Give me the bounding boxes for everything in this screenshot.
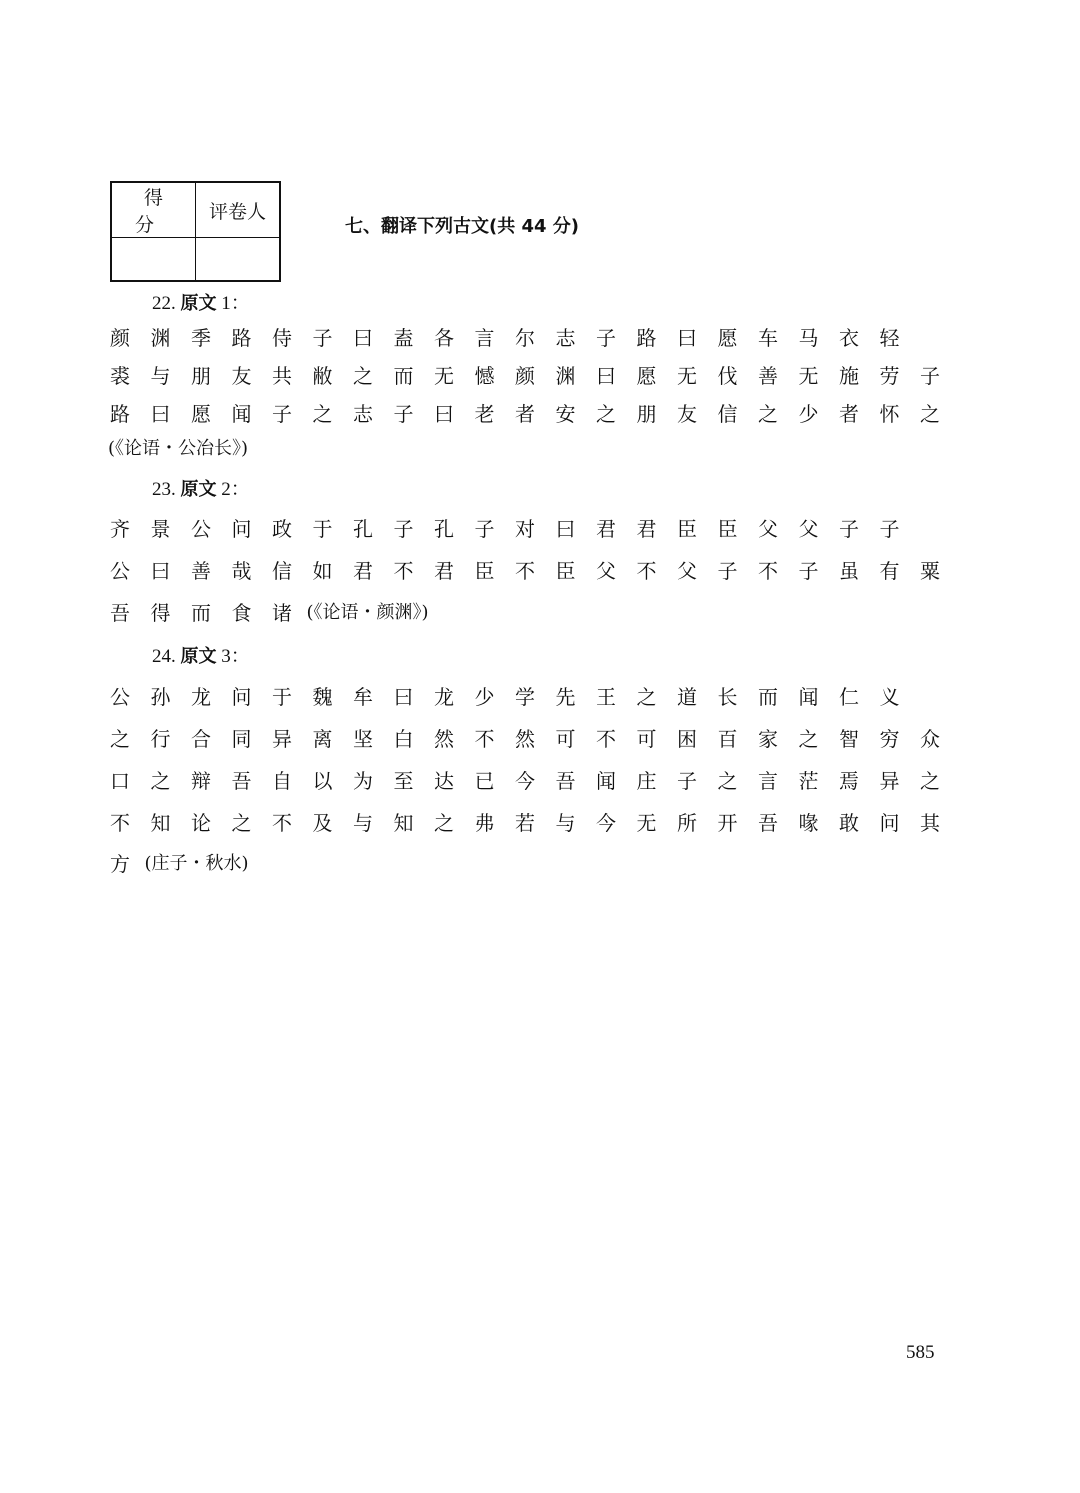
text-char: 者 (515, 402, 535, 426)
text-char: 不 (636, 559, 657, 583)
text-char: 父 (798, 517, 819, 541)
text-char: 而 (393, 364, 414, 388)
text-char: 敢 (839, 811, 859, 835)
text-char: 愿 (636, 364, 657, 388)
text-char: 哉 (231, 559, 252, 583)
text-char: 之 (110, 727, 130, 751)
text-char: 孔 (434, 517, 454, 541)
text-char: 愿 (717, 326, 738, 350)
text-char: 然 (515, 727, 535, 751)
text-char: 至 (393, 769, 414, 793)
text-char: 众 (920, 727, 940, 751)
text-char: 愿 (191, 402, 211, 426)
text-char: 白 (393, 727, 414, 751)
question-label-number: 1： (216, 293, 250, 314)
text-char: 信 (717, 402, 738, 426)
question-label (152, 474, 250, 501)
text-char: 已 (474, 769, 495, 793)
text-char: 父 (758, 517, 778, 541)
text-char: 吾 (231, 769, 252, 793)
text-char: 之 (758, 402, 778, 426)
text-char: 若 (515, 811, 535, 835)
text-char: 志 (555, 326, 576, 350)
text-char: 裘 (110, 364, 130, 388)
text-char: 吾 (555, 769, 576, 793)
text-char: 曰 (393, 685, 414, 709)
text-char: 马 (798, 326, 819, 350)
text-char: 学 (515, 685, 535, 709)
text-char: 而 (191, 601, 211, 625)
text-char: 仁 (839, 685, 859, 709)
text-char: 论 (191, 811, 211, 835)
text-char: 劳 (879, 364, 900, 388)
grader-cell[interactable] (196, 238, 280, 282)
text-char: 合 (191, 727, 211, 751)
text-char: 信 (272, 559, 292, 583)
text-char: 施 (839, 364, 859, 388)
text-char: 臣 (717, 517, 738, 541)
text-char: 不 (515, 559, 535, 583)
text-char: 之 (920, 402, 940, 426)
text-char: 弗 (474, 811, 495, 835)
text-char: 公 (110, 685, 130, 709)
text-char: 为 (353, 769, 373, 793)
text-char: 渊 (150, 326, 171, 350)
text-char: 于 (312, 517, 333, 541)
text-char: 义 (879, 685, 900, 709)
question-number: 22. (152, 293, 181, 314)
text-char: 与 (555, 811, 576, 835)
question-label-text: 原文 (180, 479, 217, 500)
text-char: 之 (596, 402, 616, 426)
text-line (0, 399, 1080, 429)
text-line (0, 724, 1080, 754)
text-char: 曰 (596, 364, 616, 388)
text-char: 口 (110, 769, 130, 793)
grader-label: 评卷人 (196, 182, 280, 238)
text-char: 之 (717, 769, 738, 793)
text-char: 闻 (231, 402, 252, 426)
text-char: 景 (150, 517, 171, 541)
text-char: 茫 (798, 769, 819, 793)
text-char: 臣 (555, 559, 576, 583)
text-char: 有 (879, 559, 900, 583)
text-char: 衣 (839, 326, 859, 350)
text-char: 子 (879, 517, 900, 541)
text-char: 孙 (150, 685, 171, 709)
text-char: 诸 (272, 601, 292, 625)
text-char: 子 (839, 517, 859, 541)
text-char: 子 (596, 326, 616, 350)
text-char: 困 (677, 727, 697, 751)
text-char: 路 (231, 326, 252, 350)
question-label-number: 3： (216, 646, 250, 667)
text-char: 季 (191, 326, 211, 350)
citation: (《论语・颜渊》) (306, 602, 429, 623)
text-char: 少 (798, 402, 819, 426)
text-char: 子 (920, 364, 940, 388)
text-char: 问 (879, 811, 900, 835)
score-cell[interactable] (111, 238, 196, 282)
text-line (0, 556, 1080, 586)
question-label (152, 288, 250, 315)
text-char: 渊 (555, 364, 576, 388)
text-char: 朋 (191, 364, 211, 388)
text-char: 而 (758, 685, 778, 709)
text-char: 朋 (636, 402, 657, 426)
text-char: 可 (555, 727, 576, 751)
text-char: 王 (596, 685, 616, 709)
text-char: 异 (272, 727, 292, 751)
text-char: 齐 (110, 517, 130, 541)
text-char: 曰 (353, 326, 373, 350)
text-char: 言 (758, 769, 778, 793)
tail-line (0, 598, 1080, 628)
text-char: 志 (353, 402, 373, 426)
text-char: 子 (272, 402, 292, 426)
text-char: 离 (312, 727, 333, 751)
tail-line (0, 434, 1080, 464)
text-line (0, 766, 1080, 796)
text-char: 粟 (920, 559, 940, 583)
text-char: 焉 (839, 769, 859, 793)
text-char: 颜 (110, 326, 130, 350)
text-char: 憾 (474, 364, 495, 388)
text-char: 开 (717, 811, 738, 835)
text-char: 及 (312, 811, 333, 835)
text-char: 以 (312, 769, 333, 793)
question-label-text: 原文 (180, 293, 217, 314)
text-char: 与 (353, 811, 373, 835)
text-char: 敝 (312, 364, 333, 388)
text-char: 孔 (353, 517, 373, 541)
text-char: 各 (434, 326, 454, 350)
text-char: 对 (515, 517, 535, 541)
text-char: 长 (717, 685, 738, 709)
text-char: 子 (717, 559, 738, 583)
text-char: 虽 (839, 559, 859, 583)
text-char: 君 (636, 517, 657, 541)
text-char: 穷 (879, 727, 900, 751)
text-char: 君 (434, 559, 454, 583)
text-char: 子 (677, 769, 697, 793)
text-char: 智 (839, 727, 859, 751)
text-char: 庄 (636, 769, 657, 793)
text-char: 于 (272, 685, 292, 709)
text-char: 其 (920, 811, 940, 835)
text-char: 友 (677, 402, 697, 426)
question-number: 24. (152, 646, 181, 667)
question-label-number: 2： (216, 479, 250, 500)
text-char: 之 (636, 685, 657, 709)
text-char: 龙 (434, 685, 454, 709)
section-title: 七、翻译下列古文(共 44 分) (345, 216, 580, 237)
text-char: 行 (150, 727, 171, 751)
text-char: 侍 (272, 326, 292, 350)
text-char: 伐 (717, 364, 738, 388)
text-char: 曰 (150, 402, 171, 426)
text-char: 曰 (434, 402, 454, 426)
text-char: 之 (353, 364, 373, 388)
text-char: 龙 (191, 685, 211, 709)
text-char: 盍 (393, 326, 414, 350)
text-char: 辩 (191, 769, 211, 793)
question-number: 23. (152, 479, 181, 500)
text-char: 无 (434, 364, 454, 388)
text-char: 无 (636, 811, 657, 835)
text-char: 先 (555, 685, 576, 709)
text-line (0, 682, 1080, 712)
text-char: 达 (434, 769, 454, 793)
text-char: 同 (231, 727, 252, 751)
text-char: 今 (596, 811, 616, 835)
text-char: 魏 (312, 685, 333, 709)
text-char: 老 (474, 402, 495, 426)
text-char: 尔 (515, 326, 535, 350)
text-char: 父 (677, 559, 697, 583)
question-label (152, 641, 250, 668)
text-char: 方 (110, 852, 130, 876)
text-char: 少 (474, 685, 495, 709)
text-char: 自 (272, 769, 292, 793)
text-char: 路 (110, 402, 130, 426)
text-char: 公 (110, 559, 130, 583)
text-char: 不 (758, 559, 778, 583)
text-char: 食 (231, 601, 252, 625)
text-char: 不 (110, 811, 130, 835)
text-char: 之 (920, 769, 940, 793)
text-char: 坚 (353, 727, 373, 751)
text-char: 曰 (150, 559, 171, 583)
text-char: 吾 (758, 811, 778, 835)
text-char: 不 (474, 727, 495, 751)
tail-line (0, 849, 1080, 879)
text-char: 之 (150, 769, 171, 793)
score-table (110, 181, 281, 282)
text-char: 百 (717, 727, 738, 751)
text-char: 颜 (515, 364, 535, 388)
text-char: 之 (312, 402, 333, 426)
text-char: 路 (636, 326, 657, 350)
score-label: 得 分 (111, 182, 196, 238)
text-char: 家 (758, 727, 778, 751)
text-char: 吾 (110, 601, 130, 625)
text-char: 无 (677, 364, 697, 388)
text-char: 父 (596, 559, 616, 583)
text-line (0, 323, 1080, 353)
text-char: 言 (474, 326, 495, 350)
text-char: 君 (596, 517, 616, 541)
text-char: 友 (231, 364, 252, 388)
text-char: 然 (434, 727, 454, 751)
citation: (《论语・公冶长》) (108, 438, 249, 459)
text-char: 者 (839, 402, 859, 426)
text-char: 轻 (879, 326, 900, 350)
text-char: 牟 (353, 685, 373, 709)
text-char: 善 (758, 364, 778, 388)
text-char: 问 (231, 685, 252, 709)
text-char: 闻 (798, 685, 819, 709)
text-char: 子 (474, 517, 495, 541)
text-char: 今 (515, 769, 535, 793)
text-char: 子 (393, 402, 414, 426)
text-char: 与 (150, 364, 171, 388)
text-char: 子 (798, 559, 819, 583)
text-char: 臣 (677, 517, 697, 541)
text-char: 子 (312, 326, 333, 350)
text-char: 之 (231, 811, 252, 835)
text-char: 可 (636, 727, 657, 751)
text-char: 臣 (474, 559, 495, 583)
text-char: 道 (677, 685, 697, 709)
text-char: 知 (393, 811, 414, 835)
text-line (0, 808, 1080, 838)
text-line (0, 514, 1080, 544)
text-char: 不 (596, 727, 616, 751)
text-char: 不 (393, 559, 414, 583)
text-char: 善 (191, 559, 211, 583)
page-number: 585 (906, 1342, 935, 1363)
question-label-text: 原文 (180, 646, 217, 667)
text-char: 之 (434, 811, 454, 835)
text-char: 曰 (677, 326, 697, 350)
text-char: 安 (555, 402, 576, 426)
text-char: 不 (272, 811, 292, 835)
text-char: 得 (150, 601, 171, 625)
text-char: 问 (231, 517, 252, 541)
text-char: 政 (272, 517, 292, 541)
citation: (庄子・秋水) (144, 853, 249, 874)
text-char: 所 (677, 811, 697, 835)
text-char: 怀 (879, 402, 900, 426)
text-char: 异 (879, 769, 900, 793)
text-char: 喙 (798, 811, 819, 835)
text-char: 君 (353, 559, 373, 583)
text-char: 公 (191, 517, 211, 541)
text-char: 子 (393, 517, 414, 541)
text-char: 闻 (596, 769, 616, 793)
text-char: 车 (758, 326, 778, 350)
text-char: 曰 (555, 517, 576, 541)
text-line (0, 361, 1080, 391)
text-char: 共 (272, 364, 292, 388)
text-char: 如 (312, 559, 333, 583)
text-char: 之 (798, 727, 819, 751)
text-char: 无 (798, 364, 819, 388)
text-char: 知 (150, 811, 171, 835)
